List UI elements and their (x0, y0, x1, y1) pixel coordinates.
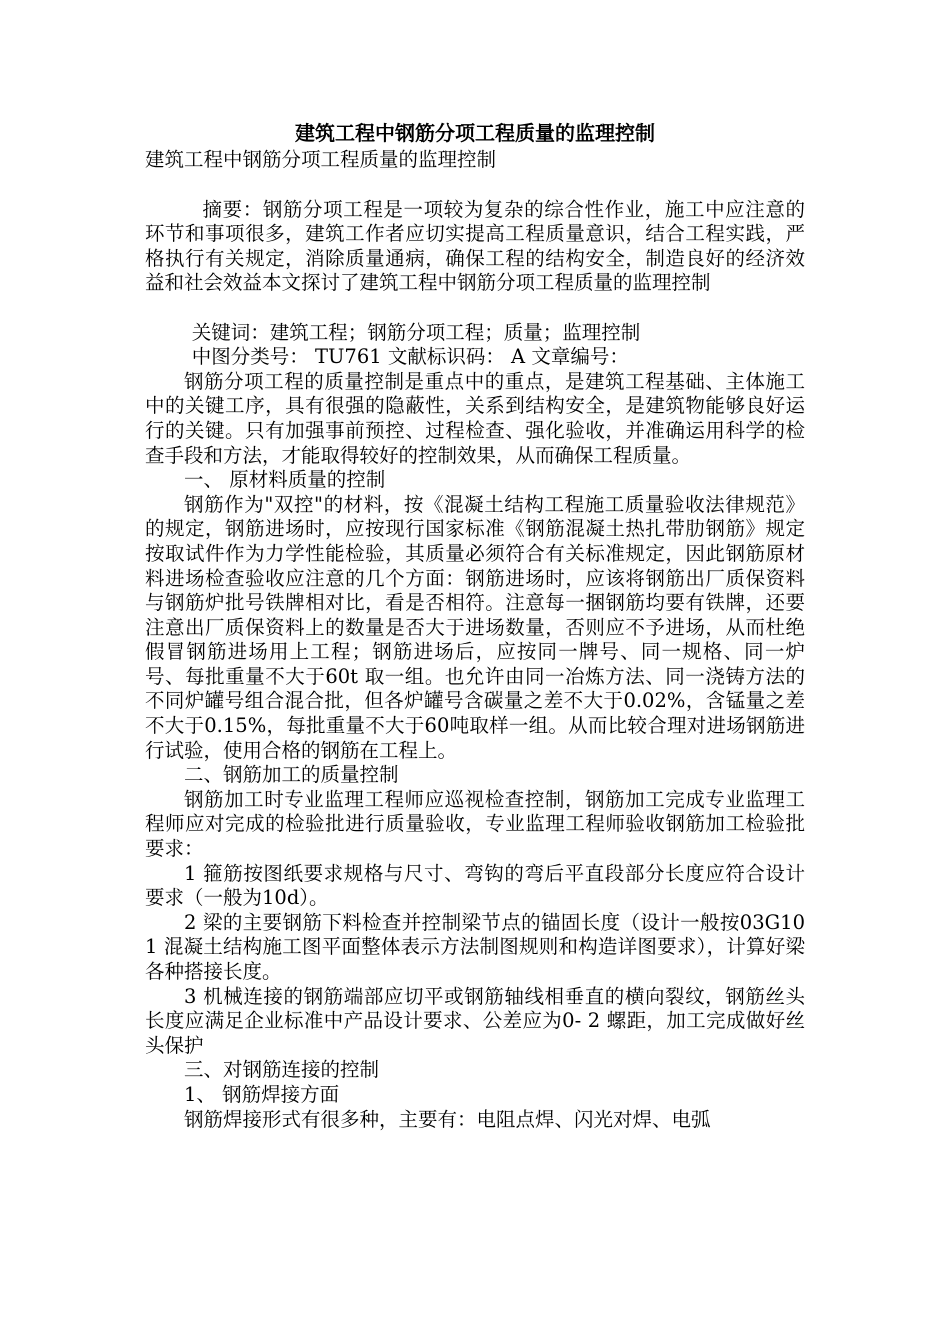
body-paragraph: 钢筋加工时专业监理工程师应巡视检查控制，钢筋加工完成专业监理工程师应对完成的检验批进行质量验收，专业监理工程师验收钢筋加工检验批要求： (145, 787, 805, 861)
body-paragraph: 钢筋作为"双控"的材料，按《混凝土结构工程施工质量验收法律规范》的规定，钢筋进场时，应按现行国家标准《钢筋混凝土热扎带肋钢筋》规定按取试件作为力学性能检验，其质量必须符合有关标准规定，因此钢筋原材料进场检查验收应注意的几个方面：钢筋进场时，应该将钢筋出厂质保资料与钢筋炉批号铁牌相对比，看是否相符。注意每一捆钢筋均要有铁牌，还要注意出厂质保资料上的数量是否大于进场数量，否则应不予进场，从而杜绝假冒钢筋进场用上工程；钢筋进场后，应按同一牌号、同一规格、同一炉号、每批重量不大于60t 取一组。也允许由同一冶炼方法、同一浇铸方法的不同炉罐号组合混合批，但各炉罐号含碳量之差不大于0.02%，含锰量之差不大于0.15%，每批重量不大于60吨取样一组。从而比较合理对进场钢筋进行试验，使用合格的钢筋在工程上。 (145, 492, 805, 762)
list-item: 3 机械连接的钢筋端部应切平或钢筋轴线相垂直的横向裂纹，钢筋丝头长度应满足企业标准中产品设计要求、公差应为0- 2 螺距，加工完成做好丝头保护 (145, 984, 805, 1057)
abstract-paragraph: 摘要：钢筋分项工程是一项较为复杂的综合性作业，施工中应注意的环节和事项很多，建筑工作者应切实提高工程质量意识，结合工程实践，严格执行有关规定，消除质量通病，确保工程的结构安全，制造良好的经济效益和社会效益本文探讨了建筑工程中钢筋分项工程质量的监理控制 (145, 197, 805, 295)
body-paragraph: 钢筋分项工程的质量控制是重点中的重点，是建筑工程基础、主体施工中的关键工序，具有很强的隐蔽性，关系到结构安全，是建筑物能够良好运行的关键。只有加强事前预控、过程检查、强化验收，并准确运用科学的检查手段和方法，才能取得较好的控制效果，从而确保工程质量。 (145, 369, 805, 467)
section-heading: 一、 原材料质量的控制 (184, 468, 386, 492)
document-subtitle: 建筑工程中钢筋分项工程质量的监理控制 (145, 148, 497, 171)
blank-line (145, 296, 805, 321)
document-title: 建筑工程中钢筋分项工程质量的监理控制 (295, 121, 655, 145)
body-paragraph: 钢筋焊接形式有很多种，主要有：电阻点焊、闪光对焊、电弧 (184, 1107, 711, 1131)
subsection-heading: 1、 钢筋焊接方面 (184, 1082, 340, 1106)
keywords-line: 关键词：建筑工程；钢筋分项工程；质量；监理控制 (191, 320, 641, 344)
section-heading: 三、对钢筋连接的控制 (184, 1058, 380, 1082)
section-heading: 二、钢筋加工的质量控制 (184, 763, 399, 787)
list-item: 1 箍筋按图纸要求规格与尺寸、弯钩的弯后平直段部分长度应符合设计要求（一般为10d）。 (145, 861, 805, 910)
classification-line: 中图分类号： TU761 文献标识码： A 文章编号： (191, 345, 629, 369)
list-item: 2 梁的主要钢筋下料检查并控制梁节点的锚固长度（设计一般按03G101 混凝土结构施工图平面整体表示方法制图规则和构造详图要求），计算好梁各种搭接长度。 (145, 910, 805, 983)
blank-line (145, 173, 805, 198)
document-page (145, 118, 805, 1132)
